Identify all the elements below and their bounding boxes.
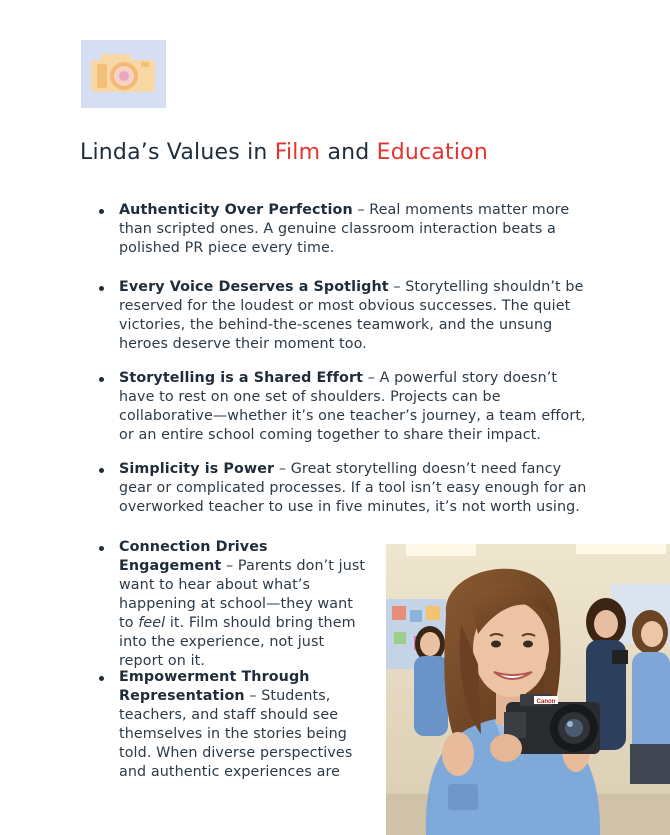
teacher-photo (386, 544, 670, 835)
value-text: – A powerful story doesn’t have to rest on one set of shoulders. Projects can be collaborative—whether it’s one teacher’s journey, a team effort, or an entire school coming together to share their impact. (119, 370, 586, 443)
value-item (100, 369, 595, 445)
value-item (100, 668, 372, 782)
value-heading: Empowerment Through Representation (119, 669, 310, 704)
value-heading: Storytelling is a Shared Effort (119, 370, 364, 386)
value-heading: Connection Drives Engagement (119, 539, 268, 574)
value-text: – Storytelling shouldn’t be reserved for the loudest or most obvious successes. The quiet victories, the behind-the-scenes teamwork, and the unsung heroes deserve their moment too. (119, 279, 584, 352)
value-heading: Every Voice Deserves a Spotlight (119, 279, 389, 295)
title-part-1: Linda’s Values in (80, 140, 275, 165)
value-item (100, 201, 592, 258)
value-item (100, 538, 372, 671)
title-accent-education: Education (376, 140, 488, 165)
camera-brand-label: Canon (536, 699, 556, 705)
value-emphasis: feel (138, 615, 166, 631)
title-accent-film: Film (274, 140, 321, 165)
value-text: – Students, teachers, and staff should see themselves in the stories being told. When diverse perspectives and authentic experiences are (119, 688, 353, 780)
value-heading: Authenticity Over Perfection (119, 202, 353, 218)
title-part-2: and (320, 140, 377, 165)
value-text: – Real moments matter more than scripted ones. A genuine classroom interaction beats a polished PR piece every time. (119, 202, 570, 256)
value-item (100, 278, 592, 354)
value-text-after: it. Film should bring them into the experience, not just report on it. (119, 615, 356, 669)
value-item (100, 460, 592, 517)
value-text-before: – Parents don’t just want to hear about what’s happening at school—they want to (119, 558, 366, 631)
value-heading: Simplicity is Power (119, 461, 275, 477)
value-text: – Great storytelling doesn’t need fancy gear or complicated processes. If a tool isn’t easy enough for an overworked teacher to use in five minutes, it’s not worth using. (119, 461, 587, 515)
